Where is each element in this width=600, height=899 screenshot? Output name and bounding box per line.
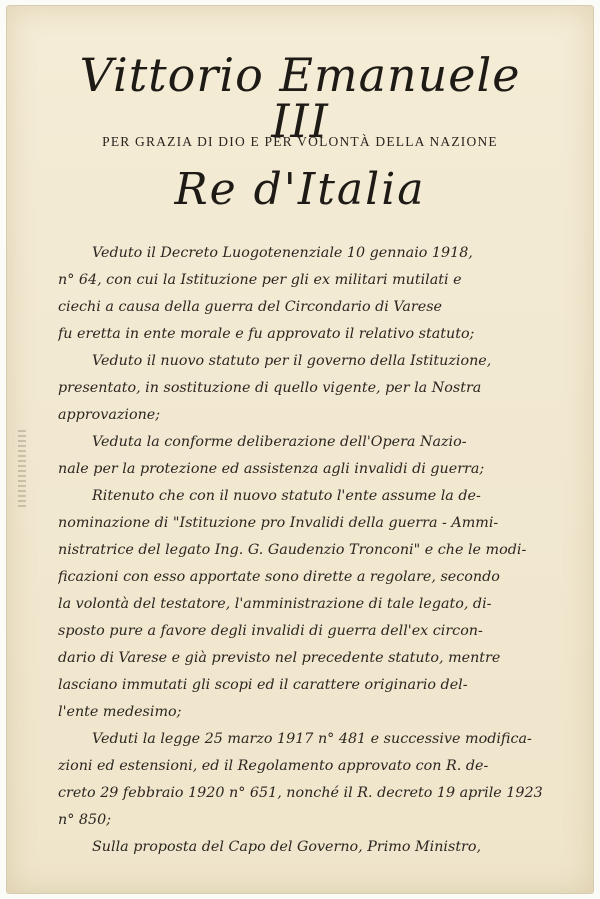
decree-line: l'ente medesimo;: [58, 704, 182, 720]
decree-line: nominazione di "Istituzione pro Invalidi della guerra - Ammi-: [58, 515, 499, 531]
decree-line: presentato, in sostituzione di quello vigente, per la Nostra: [58, 380, 482, 396]
decree-line: creto 29 febbraio 1920 n° 651, nonché il R. decreto 19 aprile 1923: [58, 785, 543, 801]
decree-line: zioni ed estensioni, ed il Regolamento approvato con R. de-: [58, 758, 489, 774]
decree-line: nistratrice del legato Ing. G. Gaudenzio Tronconi" e che le modi-: [58, 542, 527, 558]
decree-line: Veduto il nuovo statuto per il governo della Istituzione,: [92, 353, 492, 369]
king-of-italy-heading: Re d'Italia: [174, 164, 426, 215]
decree-line: n° 64, con cui la Istituzione per gli ex militari mutilati e: [58, 272, 462, 288]
margin-print-mark: [18, 430, 26, 510]
decree-line: Veduta la conforme deliberazione dell'Opera Nazio-: [92, 434, 467, 450]
decree-line: la volontà del testatore, l'amministrazione di tale legato, di-: [58, 596, 492, 612]
decree-line: nale per la protezione ed assistenza agli invalidi di guerra;: [58, 461, 485, 477]
decree-line: Ritenuto che con il nuovo statuto l'ente assume la de-: [92, 488, 481, 504]
sovereign-name-heading: Vittorio Emanuele III: [79, 48, 521, 148]
decree-line: approvazione;: [58, 407, 161, 423]
decree-line: Veduto il Decreto Luogotenenziale 10 gennaio 1918,: [92, 245, 473, 261]
decree-line: n° 850;: [58, 812, 112, 828]
decree-line: lasciano immutati gli scopi ed il carattere originario del-: [58, 677, 468, 693]
decree-body: [58, 240, 558, 861]
decree-line: dario di Varese e già previsto nel precedente statuto, mentre: [58, 650, 501, 666]
decree-line: ficazioni con esso apportate sono dirette a regolare, secondo: [58, 569, 500, 585]
decree-line: Sulla proposta del Capo del Governo, Primo Ministro,: [92, 839, 482, 855]
royal-formula-subtitle: PER GRAZIA DI DIO E PER VOLONTÀ DELLA NAZIONE: [102, 134, 498, 149]
decree-line: fu eretta in ente morale e fu approvato il relativo statuto;: [58, 326, 475, 342]
decree-line: Veduti la legge 25 marzo 1917 n° 481 e successive modifica-: [92, 731, 532, 747]
decree-line: ciechi a causa della guerra del Circondario di Varese: [58, 299, 442, 315]
decree-line: sposto pure a favore degli invalidi di guerra dell'ex circon-: [58, 623, 483, 639]
